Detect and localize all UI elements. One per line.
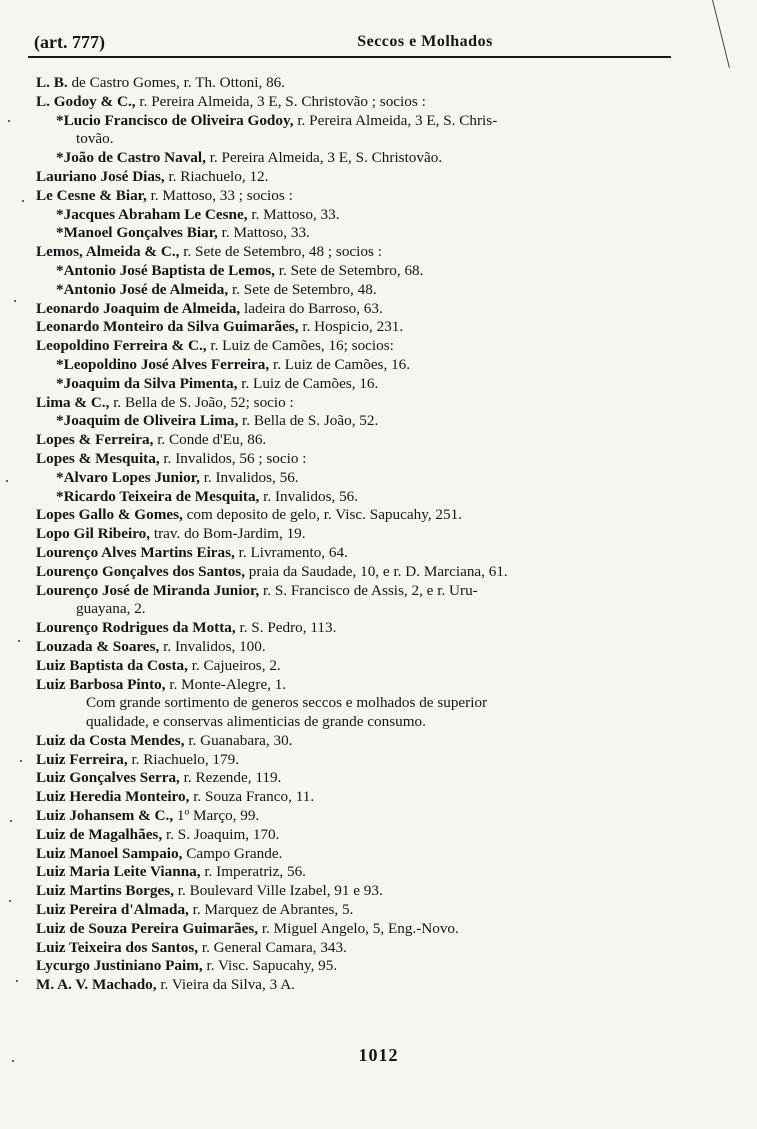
scan-speck (9, 900, 11, 902)
directory-entry (0, 600, 757, 619)
entry-address: r. Livramento, 64. (234, 543, 348, 561)
directory-entry (0, 619, 757, 638)
entry-address: Com grande sortimento de generos seccos e molhados de superior (86, 694, 488, 712)
entry-address: r. Invalidos, 100. (159, 637, 266, 655)
entry-name: *Leopoldino José Alves Ferreira, (56, 355, 270, 373)
entry-address: r. S. Pedro, 113. (235, 619, 337, 637)
entry-address: r. Mattoso, 33. (217, 224, 310, 242)
entry-address: r. Invalidos, 56 ; socio : (159, 449, 307, 467)
entry-name: Luiz de Magalhães, (36, 825, 163, 843)
directory-entry (0, 901, 757, 920)
entry-name: Lycurgo Justiniano Paim, (36, 957, 203, 975)
entry-name: Leopoldino Ferreira & C., (36, 337, 207, 355)
entry-name: *João de Castro Naval, (56, 149, 206, 167)
page-edge-mark (712, 0, 730, 68)
scan-speck (8, 120, 10, 122)
directory-entry (0, 525, 757, 544)
entry-name: *Ricardo Teixeira de Mesquita, (56, 487, 260, 505)
entry-name: *Jacques Abraham Le Cesne, (56, 205, 248, 223)
directory-entry (0, 826, 757, 845)
entry-address: r. General Camara, 343. (198, 938, 347, 956)
directory-entry (0, 676, 757, 695)
entry-name: Luiz de Souza Pereira Guimarães, (36, 919, 259, 937)
directory-entry (0, 243, 757, 262)
header-rule (28, 56, 671, 58)
entry-name: Leonardo Monteiro da Silva Guimarães, (36, 318, 299, 336)
entry-name: *Lucio Francisco de Oliveira Godoy, (56, 111, 294, 129)
entry-address: r. Pereira Almeida, 3 E, S. Christovão ; socios : (135, 92, 426, 110)
entry-name: Luiz Gonçalves Serra, (36, 769, 180, 787)
entry-address: r. Sete de Setembro, 48 ; socios : (179, 243, 382, 261)
entry-name: Lourenço José de Miranda Junior, (36, 581, 260, 599)
directory-entry (0, 638, 757, 657)
directory-entry (0, 713, 757, 732)
directory-entry (0, 206, 757, 225)
directory-entry (0, 845, 757, 864)
directory-entry (0, 469, 757, 488)
directory-entry (0, 394, 757, 413)
entry-address: tovão. (76, 130, 114, 148)
directory-entry (0, 732, 757, 751)
entry-name: *Joaquim da Silva Pimenta, (56, 374, 238, 392)
entry-address: r. Bella de S. João, 52; socio : (109, 393, 294, 411)
scan-speck (22, 200, 24, 202)
entry-name: Lemos, Almeida & C., (36, 243, 180, 261)
entry-address: trav. do Bom-Jardim, 19. (150, 525, 306, 543)
directory-entry (0, 93, 757, 112)
entry-name: L. Godoy & C., (36, 92, 136, 110)
entry-address: r. Souza Franco, 11. (189, 788, 315, 806)
directory-entry (0, 168, 757, 187)
entry-address: praia da Saudade, 10, e r. D. Marciana, 61. (245, 562, 508, 580)
directory-entry (0, 337, 757, 356)
entry-address: r. Luiz de Camões, 16. (237, 374, 379, 392)
directory-entry (0, 544, 757, 563)
entry-name: Leonardo Joaquim de Almeida, (36, 299, 241, 317)
entry-address: r. Invalidos, 56. (199, 468, 299, 486)
entry-address: r. Riachuelo, 12. (164, 167, 269, 185)
entry-name: *Joaquim de Oliveira Lima, (56, 412, 239, 430)
entry-address: r. Vieira da Silva, 3 A. (156, 976, 295, 994)
entry-name: Louzada & Soares, (36, 637, 160, 655)
entry-name: Luiz Martins Borges, (36, 882, 174, 900)
directory-entry (0, 694, 757, 713)
entry-address: r. Boulevard Ville Izabel, 91 e 93. (173, 882, 383, 900)
entry-name: Luiz Baptista da Costa, (36, 656, 188, 674)
entry-name: Luiz Manoel Sampaio, (36, 844, 183, 862)
scan-speck (18, 640, 20, 642)
entry-name: Lourenço Rodrigues da Motta, (36, 619, 236, 637)
entry-address: r. Rezende, 119. (179, 769, 282, 787)
article-number: (art. 777) (34, 32, 105, 52)
entry-address: r. Pereira Almeida, 3 E, S. Chris- (293, 111, 498, 129)
entry-address: r. Bella de S. João, 52. (238, 412, 379, 430)
directory-entry (0, 281, 757, 300)
entry-name: Lima & C., (36, 393, 110, 411)
directory-entry (0, 431, 757, 450)
entry-name: Le Cesne & Biar, (36, 186, 147, 204)
directory-entry (0, 769, 757, 788)
entry-address: r. Mattoso, 33 ; socios : (146, 186, 293, 204)
scan-speck (10, 820, 12, 822)
entry-address: r. Luiz de Camões, 16. (269, 355, 411, 373)
entry-name: Lauriano José Dias, (36, 167, 165, 185)
directory-entry (0, 976, 757, 995)
directory-entry (0, 488, 757, 507)
entry-address: r. S. Joaquim, 170. (162, 825, 280, 843)
directory-entry (0, 74, 757, 93)
entry-address: r. S. Francisco de Assis, 2, e r. Uru- (259, 581, 478, 599)
entry-address: qualidade, e conservas alimenticias de grande consumo. (86, 713, 426, 731)
entry-name: M. A. V. Machado, (36, 976, 157, 994)
directory-entry (0, 375, 757, 394)
entry-address: r. Imperatriz, 56. (200, 863, 306, 881)
entry-list (0, 74, 757, 995)
directory-entry (0, 112, 757, 131)
entry-address: r. Sete de Setembro, 68. (274, 261, 424, 279)
directory-entry (0, 412, 757, 431)
directory-entry (0, 450, 757, 469)
entry-name: Luiz Pereira d'Almada, (36, 901, 189, 919)
directory-entry (0, 318, 757, 337)
directory-entry (0, 563, 757, 582)
entry-name: Lourenço Alves Martins Eiras, (36, 543, 235, 561)
entry-address: r. Cajueiros, 2. (187, 656, 281, 674)
entry-address: ladeira do Barroso, 63. (240, 299, 383, 317)
entry-address: r. Sete de Setembro, 48. (228, 280, 377, 298)
scan-speck (12, 1060, 14, 1062)
entry-name: Lopes & Ferreira, (36, 431, 154, 449)
entry-name: Luiz Maria Leite Vianna, (36, 863, 201, 881)
entry-address: r. Invalidos, 56. (259, 487, 359, 505)
entry-address: r. Pereira Almeida, 3 E, S. Christovão. (205, 149, 443, 167)
entry-address: r. Miguel Angelo, 5, Eng.-Novo. (258, 919, 459, 937)
entry-address: r. Luiz de Camões, 16; socios: (206, 337, 394, 355)
page-header (34, 32, 666, 54)
entry-name: *Alvaro Lopes Junior, (56, 468, 200, 486)
entry-address: 1º Março, 99. (173, 807, 260, 825)
entry-name: Luiz Ferreira, (36, 750, 128, 768)
scan-speck (6, 480, 8, 482)
directory-entry (0, 807, 757, 826)
directory-entry (0, 582, 757, 601)
entry-name: Luiz Heredia Monteiro, (36, 788, 190, 806)
entry-address: r. Marquez de Abrantes, 5. (188, 901, 354, 919)
directory-entry (0, 751, 757, 770)
entry-name: Luiz Johansem & C., (36, 807, 174, 825)
entry-name: Luiz Teixeira dos Santos, (36, 938, 199, 956)
entry-name: *Antonio José de Almeida, (56, 280, 229, 298)
directory-entry (0, 863, 757, 882)
entry-name: Lopo Gil Ribeiro, (36, 525, 151, 543)
entry-name: *Manoel Gonçalves Biar, (56, 224, 218, 242)
scan-speck (14, 300, 16, 302)
directory-entry (0, 920, 757, 939)
entry-address: r. Hospicio, 231. (298, 318, 404, 336)
entry-address: r. Conde d'Eu, 86. (153, 431, 267, 449)
entry-address: guayana, 2. (76, 600, 146, 618)
entry-address: Campo Grande. (182, 844, 283, 862)
directory-entry (0, 262, 757, 281)
entry-name: Lopes Gallo & Gomes, (36, 506, 183, 524)
directory-entry (0, 149, 757, 168)
entry-name: Lopes & Mesquita, (36, 449, 160, 467)
directory-entry (0, 882, 757, 901)
directory-entry (0, 300, 757, 319)
directory-entry (0, 788, 757, 807)
entry-address: com deposito de gelo, r. Visc. Sapucahy, 251. (182, 506, 462, 524)
section-title: Seccos e Molhados (357, 33, 493, 50)
entry-name: L. B. (36, 74, 68, 91)
directory-entry (0, 187, 757, 206)
entry-name: Luiz Barbosa Pinto, (36, 675, 166, 693)
directory-entry (0, 657, 757, 676)
scan-speck (16, 980, 18, 982)
directory-entry (0, 939, 757, 958)
entry-address: r. Guanabara, 30. (184, 731, 293, 749)
directory-entry (0, 224, 757, 243)
entry-address: r. Riachuelo, 179. (127, 750, 240, 768)
entry-address: r. Mattoso, 33. (247, 205, 340, 223)
entry-address: r. Monte-Alegre, 1. (165, 675, 287, 693)
directory-entry (0, 356, 757, 375)
entry-name: *Antonio José Baptista de Lemos, (56, 261, 275, 279)
scan-speck (20, 760, 22, 762)
directory-entry (0, 957, 757, 976)
entry-name: Lourenço Gonçalves dos Santos, (36, 562, 245, 580)
directory-entry (0, 130, 757, 149)
entry-address: de Castro Gomes, r. Th. Ottoni, 86. (67, 74, 286, 91)
entry-address: r. Visc. Sapucahy, 95. (202, 957, 338, 975)
directory-entry (0, 506, 757, 525)
entry-name: Luiz da Costa Mendes, (36, 731, 185, 749)
page-number: 1012 (358, 1045, 399, 1065)
